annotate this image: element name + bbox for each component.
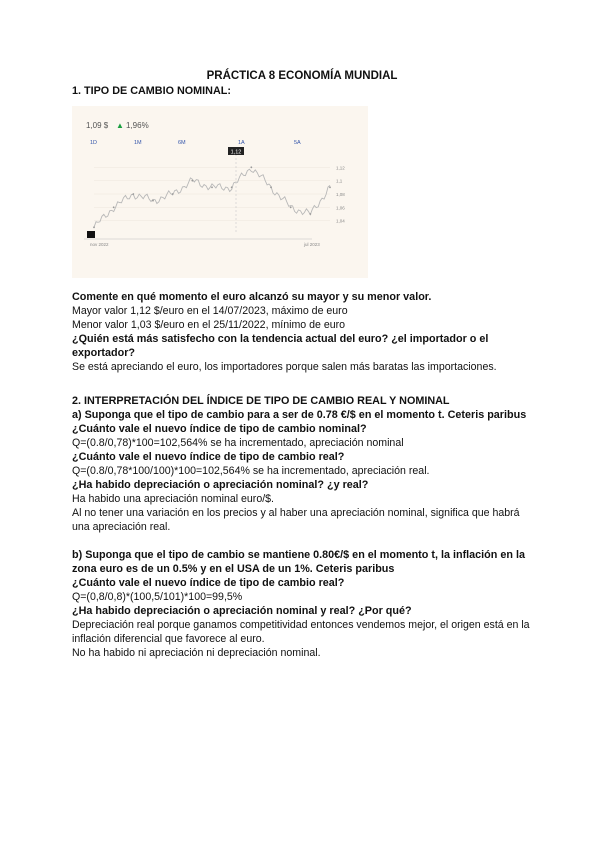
- y-tick-label: 1,06: [336, 205, 345, 211]
- part-a-answer-3-line-1: Ha habido una apreciación nominal euro/$.: [72, 493, 275, 505]
- part-a-answer-2: Q=(0.8/0,78*100/100)*100=102,564% se ha incrementado, apreciación real.: [72, 465, 430, 477]
- chart-marker-icon: [87, 231, 95, 238]
- part-b-question-2: ¿Ha habido depreciación o apreciación nominal y real? ¿Por qué?: [72, 605, 412, 617]
- part-a-answer-3-line-2: Al no tener una variación en los precios y al haber una apreciación nominal, significa que habrá una apreciación real.: [72, 507, 520, 533]
- data-point-mar-2023: [172, 193, 174, 195]
- timeframe-tab-1d[interactable]: 1D: [90, 140, 98, 146]
- data-point-dic-2022: [113, 206, 115, 208]
- up-arrow-icon: ▲: [116, 121, 124, 130]
- document-page: [72, 70, 532, 660]
- page-title: PRÁCTICA 8 ECONOMÍA MUNDIAL: [206, 70, 398, 82]
- x-tick-label: nov 2022: [90, 242, 109, 247]
- part-b-answer-2-line-2: No ha habido ni apreciación ni depreciación nominal.: [72, 647, 321, 659]
- data-point-may-2023: [211, 186, 213, 188]
- data-point-jul-2023: [250, 166, 252, 168]
- data-point-nov-2023: [329, 186, 331, 188]
- timeframe-tab-6m[interactable]: 6M: [178, 140, 186, 146]
- timeframe-tab-1a[interactable]: 1A: [238, 140, 245, 146]
- part-b-answer-1: Q=(0,8/0,8)*(100,5/101)*100=99,5%: [72, 591, 243, 603]
- satisfaction-question: ¿Quién está más satisfecho con la tendencia actual del euro? ¿el importador o el exportador?: [72, 333, 489, 359]
- part-b-question-1: ¿Cuánto vale el nuevo índice de tipo de cambio real?: [72, 577, 345, 589]
- part-a-statement: a) Suponga que el tipo de cambio para a ser de 0.78 €/$ en el momento t. Ceteris paribus: [72, 409, 527, 421]
- min-value-line: Menor valor 1,03 $/euro en el 25/11/2022, mínimo de euro: [72, 319, 346, 331]
- y-tick-label: 1,04: [336, 218, 345, 224]
- data-point-sep-2023: [290, 206, 292, 208]
- y-tick-label: 1,1: [336, 178, 343, 184]
- section1-heading: 1. TIPO DE CAMBIO NOMINAL:: [72, 85, 231, 97]
- x-tick-label: jul 2023: [304, 242, 320, 247]
- data-point-feb-2023: [152, 200, 154, 202]
- timeframe-tab-1m[interactable]: 1M: [134, 140, 142, 146]
- data-point-jun-2023: [231, 186, 233, 188]
- chart-svg: [72, 106, 368, 278]
- chart-headline-change: 1,96%: [126, 121, 149, 130]
- y-tick-label: 1,12: [336, 165, 345, 171]
- satisfaction-answer: Se está apreciando el euro, los importadores porque salen más baratas las importaciones.: [72, 361, 497, 373]
- max-value-line: Mayor valor 1,12 $/euro en el 14/07/2023, máximo de euro: [72, 305, 348, 317]
- part-a-answer-1: Q=(0.8/0,78)*100=102,564% se ha incrementado, apreciación nominal: [72, 437, 404, 449]
- data-point-abr-2023: [191, 180, 193, 182]
- exchange-rate-chart: [72, 106, 368, 278]
- part-b-answer-2-line-1: Depreciación real porque ganamos competitividad entonces vendemos mejor, el origen está en la inflación diferencial que favorece al euro.: [72, 619, 530, 645]
- chart-headline-value: 1,09 $: [86, 121, 109, 130]
- data-point-nov-2022: [93, 226, 95, 228]
- part-a-question-1: ¿Cuánto vale el nuevo índice de tipo de cambio nominal?: [72, 423, 367, 435]
- part-a-question-2: ¿Cuánto vale el nuevo índice de tipo de cambio real?: [72, 451, 345, 463]
- part-b-statement: b) Suponga que el tipo de cambio se mantiene 0.80€/$ en el momento t, la inflación en la zona euro es de un 0.5% y en el USA de un 1%. Ceteris paribus: [72, 549, 525, 575]
- hover-badge-label: 1,12: [230, 149, 242, 156]
- comment-heading: Comente en qué momento el euro alcanzó su mayor y su menor valor.: [72, 291, 432, 303]
- y-tick-label: 1,08: [336, 192, 345, 197]
- section2-heading: 2. INTERPRETACIÓN DEL ÍNDICE DE TIPO DE CAMBIO REAL Y NOMINAL: [72, 395, 450, 407]
- data-point-ene-2023: [132, 193, 134, 195]
- series-line-eur-usd: [94, 169, 330, 227]
- data-point-oct-2023: [309, 213, 311, 215]
- timeframe-tab-5a[interactable]: 5A: [294, 140, 301, 146]
- part-a-question-3: ¿Ha habido depreciación o apreciación nominal? ¿y real?: [72, 479, 369, 491]
- data-point-ago-2023: [270, 186, 272, 188]
